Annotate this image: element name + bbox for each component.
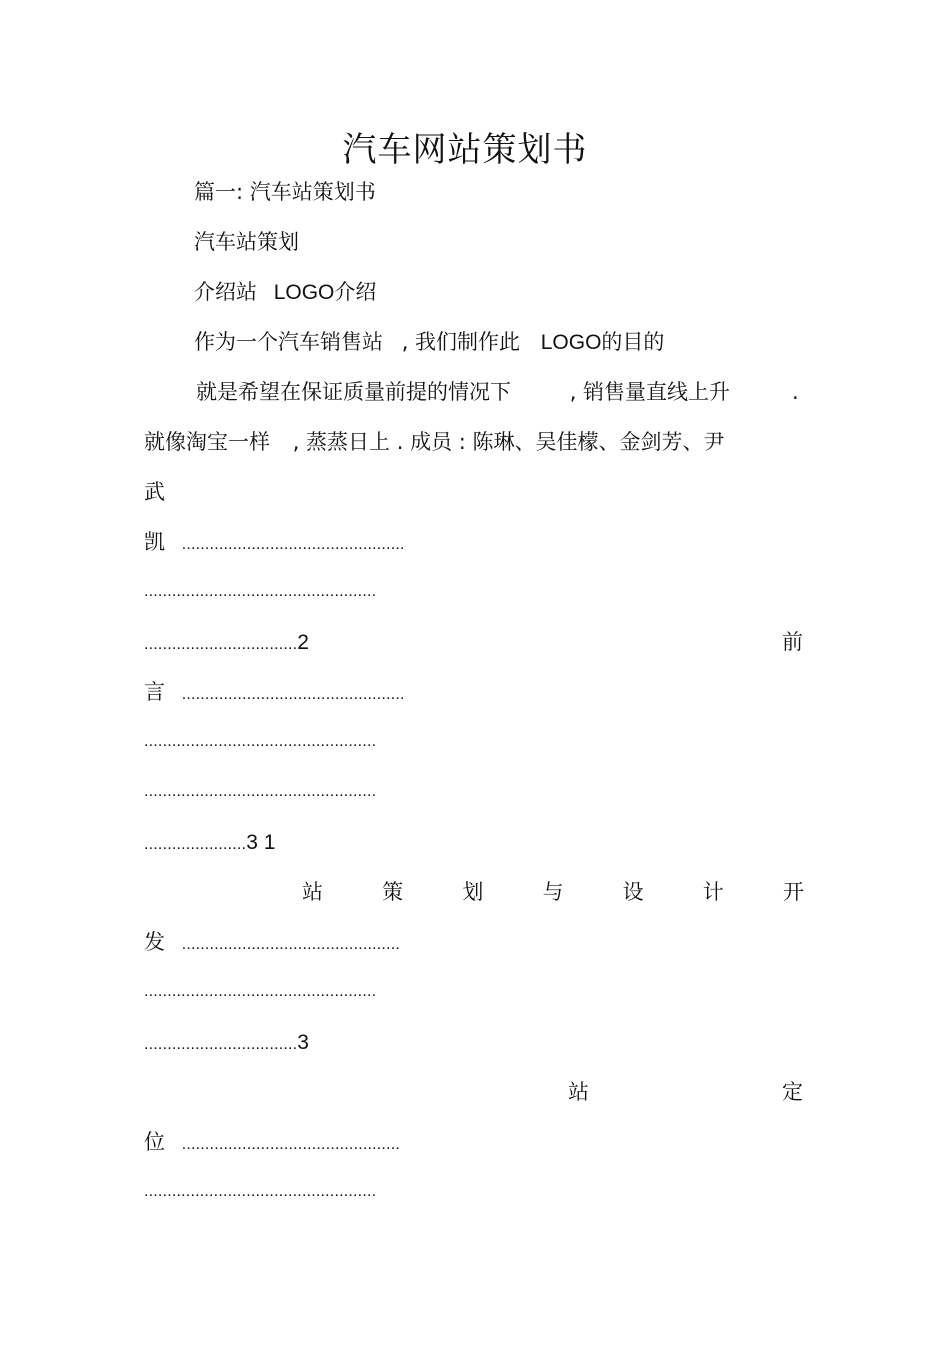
toc-entry-1-end <box>144 628 309 659</box>
toc-entry-2-char-b: 言 <box>144 680 165 704</box>
toc-page-number: 2 <box>297 631 309 654</box>
paragraph-5-text-a: 就是希望在保证质量前提的情况下 <box>196 380 511 404</box>
toc-leader-dots: ................................................ <box>181 536 405 553</box>
toc-leader-dots: ............................................... <box>181 1136 401 1153</box>
toc-entry-3 <box>144 928 400 959</box>
toc-entry-3-end <box>144 1028 309 1059</box>
toc-entry-1-char: 凯 <box>144 530 165 554</box>
toc-entry-3-char-last: 发 <box>144 930 165 954</box>
toc-entry-3-char: 策 <box>382 880 404 904</box>
toc-leader-dots: ................................................ <box>181 686 405 703</box>
toc-leader-dots: ................................. <box>144 636 298 653</box>
paragraph-3 <box>194 278 376 307</box>
logo-term: LOGO <box>273 281 335 304</box>
toc-entry-3-spread <box>302 878 804 906</box>
logo-term: LOGO <box>540 331 602 354</box>
toc-leader-dots: ................................. <box>144 1036 298 1053</box>
toc-entry-1 <box>144 528 405 559</box>
paragraph-5-text-b: , 销售量直线上升 <box>569 380 731 404</box>
toc-page-number: 3 <box>297 1031 309 1054</box>
paragraph-3-text-a: 介绍站 <box>194 280 257 304</box>
toc-entry-2-char-a: 前 <box>782 630 803 654</box>
toc-page-number: 3 1 <box>246 831 276 854</box>
paragraph-7: 武 <box>144 480 165 504</box>
toc-entry-3-char: 站 <box>302 880 323 904</box>
toc-entry-2 <box>144 678 405 709</box>
toc-entry-2-end <box>144 828 275 859</box>
toc-leader-dots: .................................................. <box>144 733 377 750</box>
toc-entry-4-char-a: 站 <box>568 1080 589 1104</box>
paragraph-4-text-a: 作为一个汽车销售站 <box>194 330 383 354</box>
toc-entry-4 <box>144 1128 400 1159</box>
paragraph-4 <box>194 328 664 357</box>
toc-leader-dots: .................................................. <box>144 1183 377 1200</box>
toc-entry-4-char-b: 定 <box>782 1080 803 1104</box>
toc-entry-3-char: 与 <box>542 880 564 904</box>
toc-entry-3-char: 开 <box>782 880 804 904</box>
toc-leader-dots: .................................................. <box>144 783 377 800</box>
toc-entry-3-char: 计 <box>702 880 724 904</box>
toc-leader-dots: ...................... <box>144 836 247 853</box>
toc-entry-3-char: 划 <box>462 880 484 904</box>
paragraph-6 <box>144 428 725 456</box>
toc-entry-3-char: 设 <box>622 880 644 904</box>
paragraph-4-text-c: 的目的 <box>601 330 665 354</box>
paragraph-2: 汽车站策划 <box>194 230 299 254</box>
paragraph-6-text-b: , 蒸蒸日上 . 成员 : 陈琳、吴佳檬、金剑芳、尹 <box>292 430 725 454</box>
paragraph-5 <box>196 378 730 406</box>
toc-entry-4-char-c: 位 <box>144 1130 165 1154</box>
document-title: 汽车网站策划书 <box>342 130 588 170</box>
toc-leader-dots: .................................................. <box>144 583 377 600</box>
paragraph-4-text-b: , 我们制作此 <box>401 330 521 354</box>
toc-leader-dots: .................................................. <box>144 983 377 1000</box>
paragraph-5-period: . <box>792 380 799 404</box>
paragraph-1: 篇一: 汽车站策划书 <box>194 180 376 204</box>
paragraph-6-text-a: 就像淘宝一样 <box>144 430 270 454</box>
toc-leader-dots: ............................................... <box>181 936 401 953</box>
paragraph-3-text-b: 介绍 <box>334 280 377 304</box>
